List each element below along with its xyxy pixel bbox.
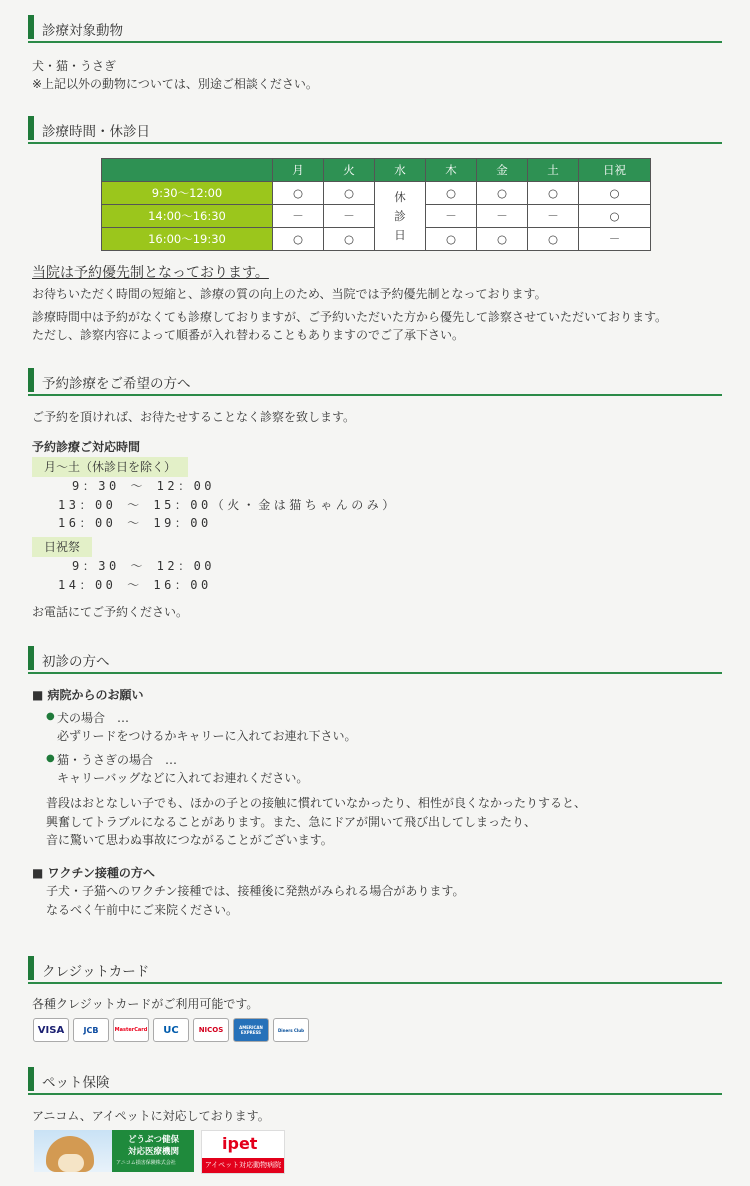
diners-logo: Diners Club bbox=[273, 1018, 309, 1042]
weekday-time: 16：00 〜 19：00 bbox=[58, 516, 212, 530]
bullet-icon: ● bbox=[46, 753, 55, 764]
dog-photo bbox=[34, 1130, 112, 1172]
day-header: 日祝 bbox=[579, 159, 651, 182]
dog-text: 必ずリードをつけるかキャリーに入れてお連れ下さい。 bbox=[57, 729, 357, 743]
schedule-cell: ○ bbox=[477, 182, 528, 205]
schedule-cell: ○ bbox=[324, 182, 375, 205]
first-text: 興奮してトラブルになることがあります。また、急にドアが開いて飛び出してしまったり、 bbox=[46, 815, 536, 829]
schedule-cell: － bbox=[273, 205, 324, 228]
priority-text: ただし、診察内容によって順番が入れ替わることもありますのでご了承下さい。 bbox=[32, 328, 465, 342]
day-header: 月 bbox=[273, 159, 324, 182]
section-header-hours: 診療時間・休診日 bbox=[28, 116, 722, 144]
schedule-cell: ○ bbox=[273, 228, 324, 251]
schedule-cell: － bbox=[579, 228, 651, 251]
section-header-pet-insurance: ペット保険 bbox=[28, 1067, 722, 1095]
section-header-credit: クレジットカード bbox=[28, 956, 722, 984]
vaccine-title: ■ ワクチン接種の方へ bbox=[32, 864, 155, 881]
dog-title: 犬の場合 … bbox=[57, 711, 130, 725]
nicos-logo: NICOS bbox=[193, 1018, 229, 1042]
uc-logo: UC bbox=[153, 1018, 189, 1042]
schedule-cell: － bbox=[528, 205, 579, 228]
ipet-logo: ipet bbox=[222, 1134, 258, 1153]
reservation-outro: お電話にてご予約ください。 bbox=[32, 605, 189, 619]
holiday-label: 日祝祭 bbox=[32, 537, 92, 557]
vaccine-text: 子犬・子猫へのワクチン接種では、接種後に発熱がみられる場合があります。 bbox=[46, 884, 465, 898]
day-header: 火 bbox=[324, 159, 375, 182]
priority-text: 診療時間中は予約がなくても診療しておりますが、ご予約いただいた方から優先して診察させていただいております。 bbox=[32, 310, 668, 324]
amex-logo: AMERICAN EXPRESS bbox=[233, 1018, 269, 1042]
weekday-label: 月〜土（休診日を除く） bbox=[32, 457, 188, 477]
schedule-cell: ○ bbox=[528, 228, 579, 251]
schedule-cell: ○ bbox=[579, 182, 651, 205]
time-slot: 9:30〜12:00 bbox=[102, 182, 273, 205]
time-slot: 14:00〜16:30 bbox=[102, 205, 273, 228]
schedule-cell: － bbox=[324, 205, 375, 228]
anicom-banner bbox=[34, 1130, 194, 1172]
reservation-subtitle: 予約診療ご対応時間 bbox=[32, 440, 141, 454]
visa-logo: VISA bbox=[33, 1018, 69, 1042]
schedule-cell: ○ bbox=[273, 182, 324, 205]
schedule-cell: ○ bbox=[528, 182, 579, 205]
cat-title: 猫・うさぎの場合 … bbox=[57, 753, 178, 767]
schedule-cell: ○ bbox=[426, 228, 477, 251]
schedule-cell: ○ bbox=[477, 228, 528, 251]
schedule-cell: ○ bbox=[579, 205, 651, 228]
pet-text: アニコム、アイペットに対応しております。 bbox=[32, 1109, 270, 1123]
holiday-time: 14：00 〜 16：00 bbox=[58, 578, 212, 592]
priority-title: 当院は予約優先制となっております。 bbox=[32, 265, 269, 281]
cat-text: キャリーバッグなどに入れてお連れください。 bbox=[57, 771, 309, 785]
section-header-animals: 診療対象動物 bbox=[28, 15, 722, 43]
bullet-icon: ● bbox=[46, 711, 55, 722]
ipet-banner: ipet アイペット対応動物病院 bbox=[201, 1130, 285, 1174]
request-title: ■ 病院からのお願い bbox=[32, 686, 144, 703]
day-header: 木 bbox=[426, 159, 477, 182]
credit-card-logos bbox=[33, 1018, 309, 1042]
credit-text: 各種クレジットカードがご利用可能です。 bbox=[32, 997, 259, 1011]
mastercard-logo: MasterCard bbox=[113, 1018, 149, 1042]
schedule-cell: － bbox=[477, 205, 528, 228]
weekday-time: 9：30 〜 12：00 bbox=[72, 479, 216, 493]
reservation-intro: ご予約を頂ければ、お待たせすることなく診察を致します。 bbox=[32, 410, 356, 424]
priority-text: お待ちいただく時間の短縮と、診療の質の向上のため、当院では予約優先制となっております。 bbox=[32, 287, 547, 301]
day-header: 土 bbox=[528, 159, 579, 182]
weekday-time: 13：00 〜 15：00（火・金は猫ちゃんのみ） bbox=[58, 498, 398, 512]
schedule-table bbox=[101, 158, 651, 251]
animals-list: 犬・猫・うさぎ bbox=[32, 59, 117, 73]
vaccine-text: なるべく午前中にご来院ください。 bbox=[46, 903, 239, 917]
holiday-time: 9：30 〜 12：00 bbox=[72, 559, 216, 573]
section-header-first-visit: 初診の方へ bbox=[28, 646, 722, 674]
animals-note: ※上記以外の動物については、別途ご相談ください。 bbox=[32, 77, 318, 91]
section-header-reservation: 予約診療をご希望の方へ bbox=[28, 368, 722, 396]
schedule-cell: ○ bbox=[426, 182, 477, 205]
first-text: 普段はおとなしい子でも、ほかの子との接触に慣れていなかったり、相性が良くなかったりすると、 bbox=[46, 796, 587, 810]
day-header: 金 bbox=[477, 159, 528, 182]
jcb-logo: JCB bbox=[73, 1018, 109, 1042]
anicom-logo: どうぶつ健保 対応医療機関 アニコム損害保険株式会社 bbox=[112, 1130, 194, 1172]
wednesday-closed: 休 診 日 bbox=[375, 182, 426, 251]
time-slot: 16:00〜19:30 bbox=[102, 228, 273, 251]
first-text: 音に驚いて思わぬ事故につながることがございます。 bbox=[46, 833, 333, 847]
schedule-cell: ○ bbox=[324, 228, 375, 251]
schedule-cell: － bbox=[426, 205, 477, 228]
day-header: 水 bbox=[375, 159, 426, 182]
